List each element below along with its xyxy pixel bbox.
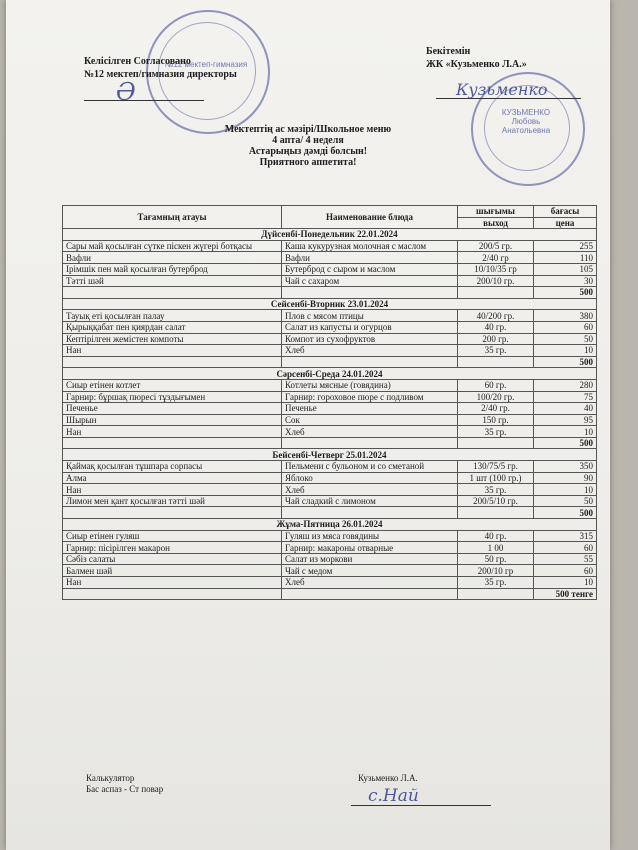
dish-price: 10 <box>534 484 597 496</box>
empty-cell <box>458 588 534 600</box>
dish-yield: 40/200 гр. <box>458 310 534 322</box>
dish-row <box>63 577 597 589</box>
dish-name-ru: Чай с медом <box>282 565 458 577</box>
day-row <box>63 519 597 531</box>
header-yield-ru: выход <box>458 217 534 229</box>
day-row <box>63 298 597 310</box>
empty-cell <box>63 437 282 449</box>
dish-yield: 100/20 гр. <box>458 391 534 403</box>
footer-signature: с.Най <box>368 786 419 806</box>
dish-name-ru: Хлеб <box>282 484 458 496</box>
day-total: 500 <box>534 507 597 519</box>
dish-name-kz: Печенье <box>63 403 282 415</box>
day-title: Бейсенбі-Четверг 25.01.2024 <box>63 449 597 461</box>
dish-row <box>63 275 597 287</box>
dish-yield: 2/40 гр. <box>458 403 534 415</box>
left-signature-line <box>84 100 204 101</box>
day-title: Жұма-Пятница 26.01.2024 <box>63 519 597 531</box>
dish-name-ru: Каша кукурузная молочная с маслом <box>282 240 458 252</box>
day-row <box>63 229 597 241</box>
dish-name-kz: Сиыр етінен котлет <box>63 379 282 391</box>
dish-name-ru: Плов с мясом птицы <box>282 310 458 322</box>
approval-right-line1: Бекітемін <box>426 46 471 57</box>
dish-row <box>63 345 597 357</box>
dish-price: 315 <box>534 530 597 542</box>
day-total-row <box>63 507 597 519</box>
day-title: Сейсенбі-Вторник 23.01.2024 <box>63 298 597 310</box>
dish-row <box>63 403 597 415</box>
dish-name-ru: Хлеб <box>282 345 458 357</box>
title-line1: Мектептің ас мәзірі/Школьное меню <box>224 124 392 135</box>
dish-row <box>63 495 597 507</box>
footer-chef-name: Кузьменко Л.А. <box>358 773 418 783</box>
dish-yield: 200/5 гр. <box>458 240 534 252</box>
dish-yield: 40 гр. <box>458 321 534 333</box>
approval-left <box>84 55 237 81</box>
empty-cell <box>63 588 282 600</box>
dish-row <box>63 321 597 333</box>
dish-name-kz: Нан <box>63 577 282 589</box>
dish-row <box>63 565 597 577</box>
dish-row <box>63 484 597 496</box>
dish-yield: 60 гр. <box>458 379 534 391</box>
day-total: 500 тенге <box>534 588 597 600</box>
right-signature: Кузьменко <box>456 80 548 99</box>
dish-name-ru: Компот из сухофруктов <box>282 333 458 345</box>
dish-price: 40 <box>534 403 597 415</box>
approval-left-line1: Келісілген Согласовано <box>84 56 191 67</box>
dish-name-kz: Шырын <box>63 414 282 426</box>
dish-yield: 10/10/35 гр <box>458 263 534 275</box>
menu-title <box>6 124 610 168</box>
dish-name-kz: Алма <box>63 472 282 484</box>
dish-name-ru: Чай сладкий с лимоном <box>282 495 458 507</box>
dish-yield: 200 гр. <box>458 333 534 345</box>
empty-cell <box>458 437 534 449</box>
header-kz: Тағамның атауы <box>63 206 282 229</box>
day-total-row <box>63 287 597 299</box>
day-total-row <box>63 588 597 600</box>
dish-yield: 40 гр. <box>458 530 534 542</box>
empty-cell <box>282 588 458 600</box>
dish-name-kz: Гарнир: пісірілген макарон <box>63 542 282 554</box>
dish-name-ru: Гарнир: гороховое пюре с подливом <box>282 391 458 403</box>
dish-price: 50 <box>534 333 597 345</box>
dish-price: 280 <box>534 379 597 391</box>
dish-name-ru: Гарнир: макароны отварные <box>282 542 458 554</box>
dish-yield: 35 гр. <box>458 484 534 496</box>
header-price-ru: цена <box>534 217 597 229</box>
dish-row <box>63 252 597 264</box>
dish-name-kz: Тауық еті қосылған палау <box>63 310 282 322</box>
dish-row <box>63 240 597 252</box>
title-line3: Астарыңыз дәмді болсын! <box>248 146 368 157</box>
dish-price: 75 <box>534 391 597 403</box>
empty-cell <box>282 437 458 449</box>
dish-name-ru: Салат из капусты и огурцов <box>282 321 458 333</box>
dish-price: 10 <box>534 345 597 357</box>
header-yield-kz: шығымы <box>458 206 534 218</box>
dish-name-ru: Печенье <box>282 403 458 415</box>
empty-cell <box>282 507 458 519</box>
dish-row <box>63 426 597 438</box>
dish-name-kz: Сәбіз салаты <box>63 553 282 565</box>
dish-price: 60 <box>534 542 597 554</box>
dish-row <box>63 414 597 426</box>
dish-name-ru: Бутерброд с сыром и маслом <box>282 263 458 275</box>
empty-cell <box>63 356 282 368</box>
dish-price: 50 <box>534 495 597 507</box>
dish-yield: 200/10 гр. <box>458 275 534 287</box>
day-total-row <box>63 356 597 368</box>
empty-cell <box>458 507 534 519</box>
menu-body <box>63 229 597 600</box>
approval-right <box>426 45 527 71</box>
day-title: Дүйсенбі-Понедельник 22.01.2024 <box>63 229 597 241</box>
dish-name-kz: Сары май қосылған сүтке піскен жүгері ботқасы <box>63 240 282 252</box>
empty-cell <box>282 356 458 368</box>
day-row <box>63 368 597 380</box>
dish-name-kz: Нан <box>63 345 282 357</box>
dish-price: 110 <box>534 252 597 264</box>
dish-name-ru: Гуляш из мяса говядины <box>282 530 458 542</box>
dish-yield: 50 гр. <box>458 553 534 565</box>
dish-name-ru: Котлеты мясные (говядина) <box>282 379 458 391</box>
dish-name-ru: Салат из моркови <box>282 553 458 565</box>
dish-yield: 200/10 гр <box>458 565 534 577</box>
dish-name-kz: Қырыққабат пен қиярдан салат <box>63 321 282 333</box>
empty-cell <box>63 287 282 299</box>
dish-name-ru: Яблоко <box>282 472 458 484</box>
approval-right-line2: ЖК «Кузьменко Л.А.» <box>426 59 527 70</box>
dish-price: 60 <box>534 565 597 577</box>
approval-left-line2: №12 мектеп/гимназия директоры <box>84 69 237 80</box>
dish-name-kz: Гарнир: бұршақ пюресі тұздығымен <box>63 391 282 403</box>
dish-price: 30 <box>534 275 597 287</box>
dish-price: 90 <box>534 472 597 484</box>
title-line4: Приятного аппетита! <box>259 157 357 168</box>
header-price-kz: бағасы <box>534 206 597 218</box>
dish-price: 60 <box>534 321 597 333</box>
dish-yield: 2/40 гр <box>458 252 534 264</box>
dish-yield: 200/5/10 гр. <box>458 495 534 507</box>
footer-left <box>86 773 163 795</box>
empty-cell <box>458 356 534 368</box>
dish-name-kz: Нан <box>63 484 282 496</box>
dish-name-ru: Вафли <box>282 252 458 264</box>
dish-yield: 150 гр. <box>458 414 534 426</box>
dish-row <box>63 333 597 345</box>
dish-name-ru: Чай с сахаром <box>282 275 458 287</box>
day-row <box>63 449 597 461</box>
dish-yield: 35 гр. <box>458 345 534 357</box>
day-title: Сәрсенбі-Среда 24.01.2024 <box>63 368 597 380</box>
dish-name-kz: Нан <box>63 426 282 438</box>
dish-name-ru: Пельмени с бульоном и со сметаной <box>282 461 458 473</box>
day-total: 500 <box>534 356 597 368</box>
dish-yield: 35 гр. <box>458 577 534 589</box>
dish-name-kz: Лимон мен қант қосылған тәтті шәй <box>63 495 282 507</box>
dish-row <box>63 391 597 403</box>
dish-name-kz: Ірімшік пен май қосылған бутерброд <box>63 263 282 275</box>
dish-name-kz: Вафли <box>63 252 282 264</box>
dish-row <box>63 530 597 542</box>
dish-row <box>63 553 597 565</box>
day-total: 500 <box>534 287 597 299</box>
dish-price: 380 <box>534 310 597 322</box>
dish-price: 95 <box>534 414 597 426</box>
day-total: 500 <box>534 437 597 449</box>
dish-yield: 35 гр. <box>458 426 534 438</box>
day-total-row <box>63 437 597 449</box>
dish-price: 255 <box>534 240 597 252</box>
dish-name-kz: Тәтті шәй <box>63 275 282 287</box>
dish-name-kz: Қаймақ қосылған тұшпара сорпасы <box>63 461 282 473</box>
footer-chef: Бас аспаз - Ст повар <box>86 784 164 794</box>
footer-calculator: Калькулятор <box>86 773 135 783</box>
empty-cell <box>63 507 282 519</box>
dish-row <box>63 263 597 275</box>
dish-name-kz: Сиыр етінен гуляш <box>63 530 282 542</box>
empty-cell <box>458 287 534 299</box>
dish-row <box>63 461 597 473</box>
school-stamp-text: №12 мектеп-гимназия <box>164 60 248 69</box>
dish-yield: 1 00 <box>458 542 534 554</box>
dish-row <box>63 310 597 322</box>
empty-cell <box>282 287 458 299</box>
dish-price: 55 <box>534 553 597 565</box>
dish-row <box>63 472 597 484</box>
dish-row <box>63 379 597 391</box>
company-stamp-text: КУЗЬМЕНКО Любовь Анатольевна <box>501 108 551 135</box>
dish-name-kz: Балмен шәй <box>63 565 282 577</box>
menu-table <box>62 205 597 600</box>
header-ru: Наименование блюда <box>282 206 458 229</box>
dish-name-ru: Хлеб <box>282 577 458 589</box>
dish-name-kz: Кептірілген жемістен компоты <box>63 333 282 345</box>
dish-price: 10 <box>534 577 597 589</box>
menu-document <box>6 0 610 850</box>
dish-yield: 130/75/5 гр. <box>458 461 534 473</box>
dish-name-ru: Сок <box>282 414 458 426</box>
title-line2: 4 апта/ 4 неделя <box>272 135 344 146</box>
dish-name-ru: Хлеб <box>282 426 458 438</box>
dish-price: 350 <box>534 461 597 473</box>
dish-yield: 1 шт (100 гр.) <box>458 472 534 484</box>
dish-row <box>63 542 597 554</box>
dish-price: 10 <box>534 426 597 438</box>
dish-price: 105 <box>534 263 597 275</box>
left-signature: Ә <box>116 78 136 106</box>
